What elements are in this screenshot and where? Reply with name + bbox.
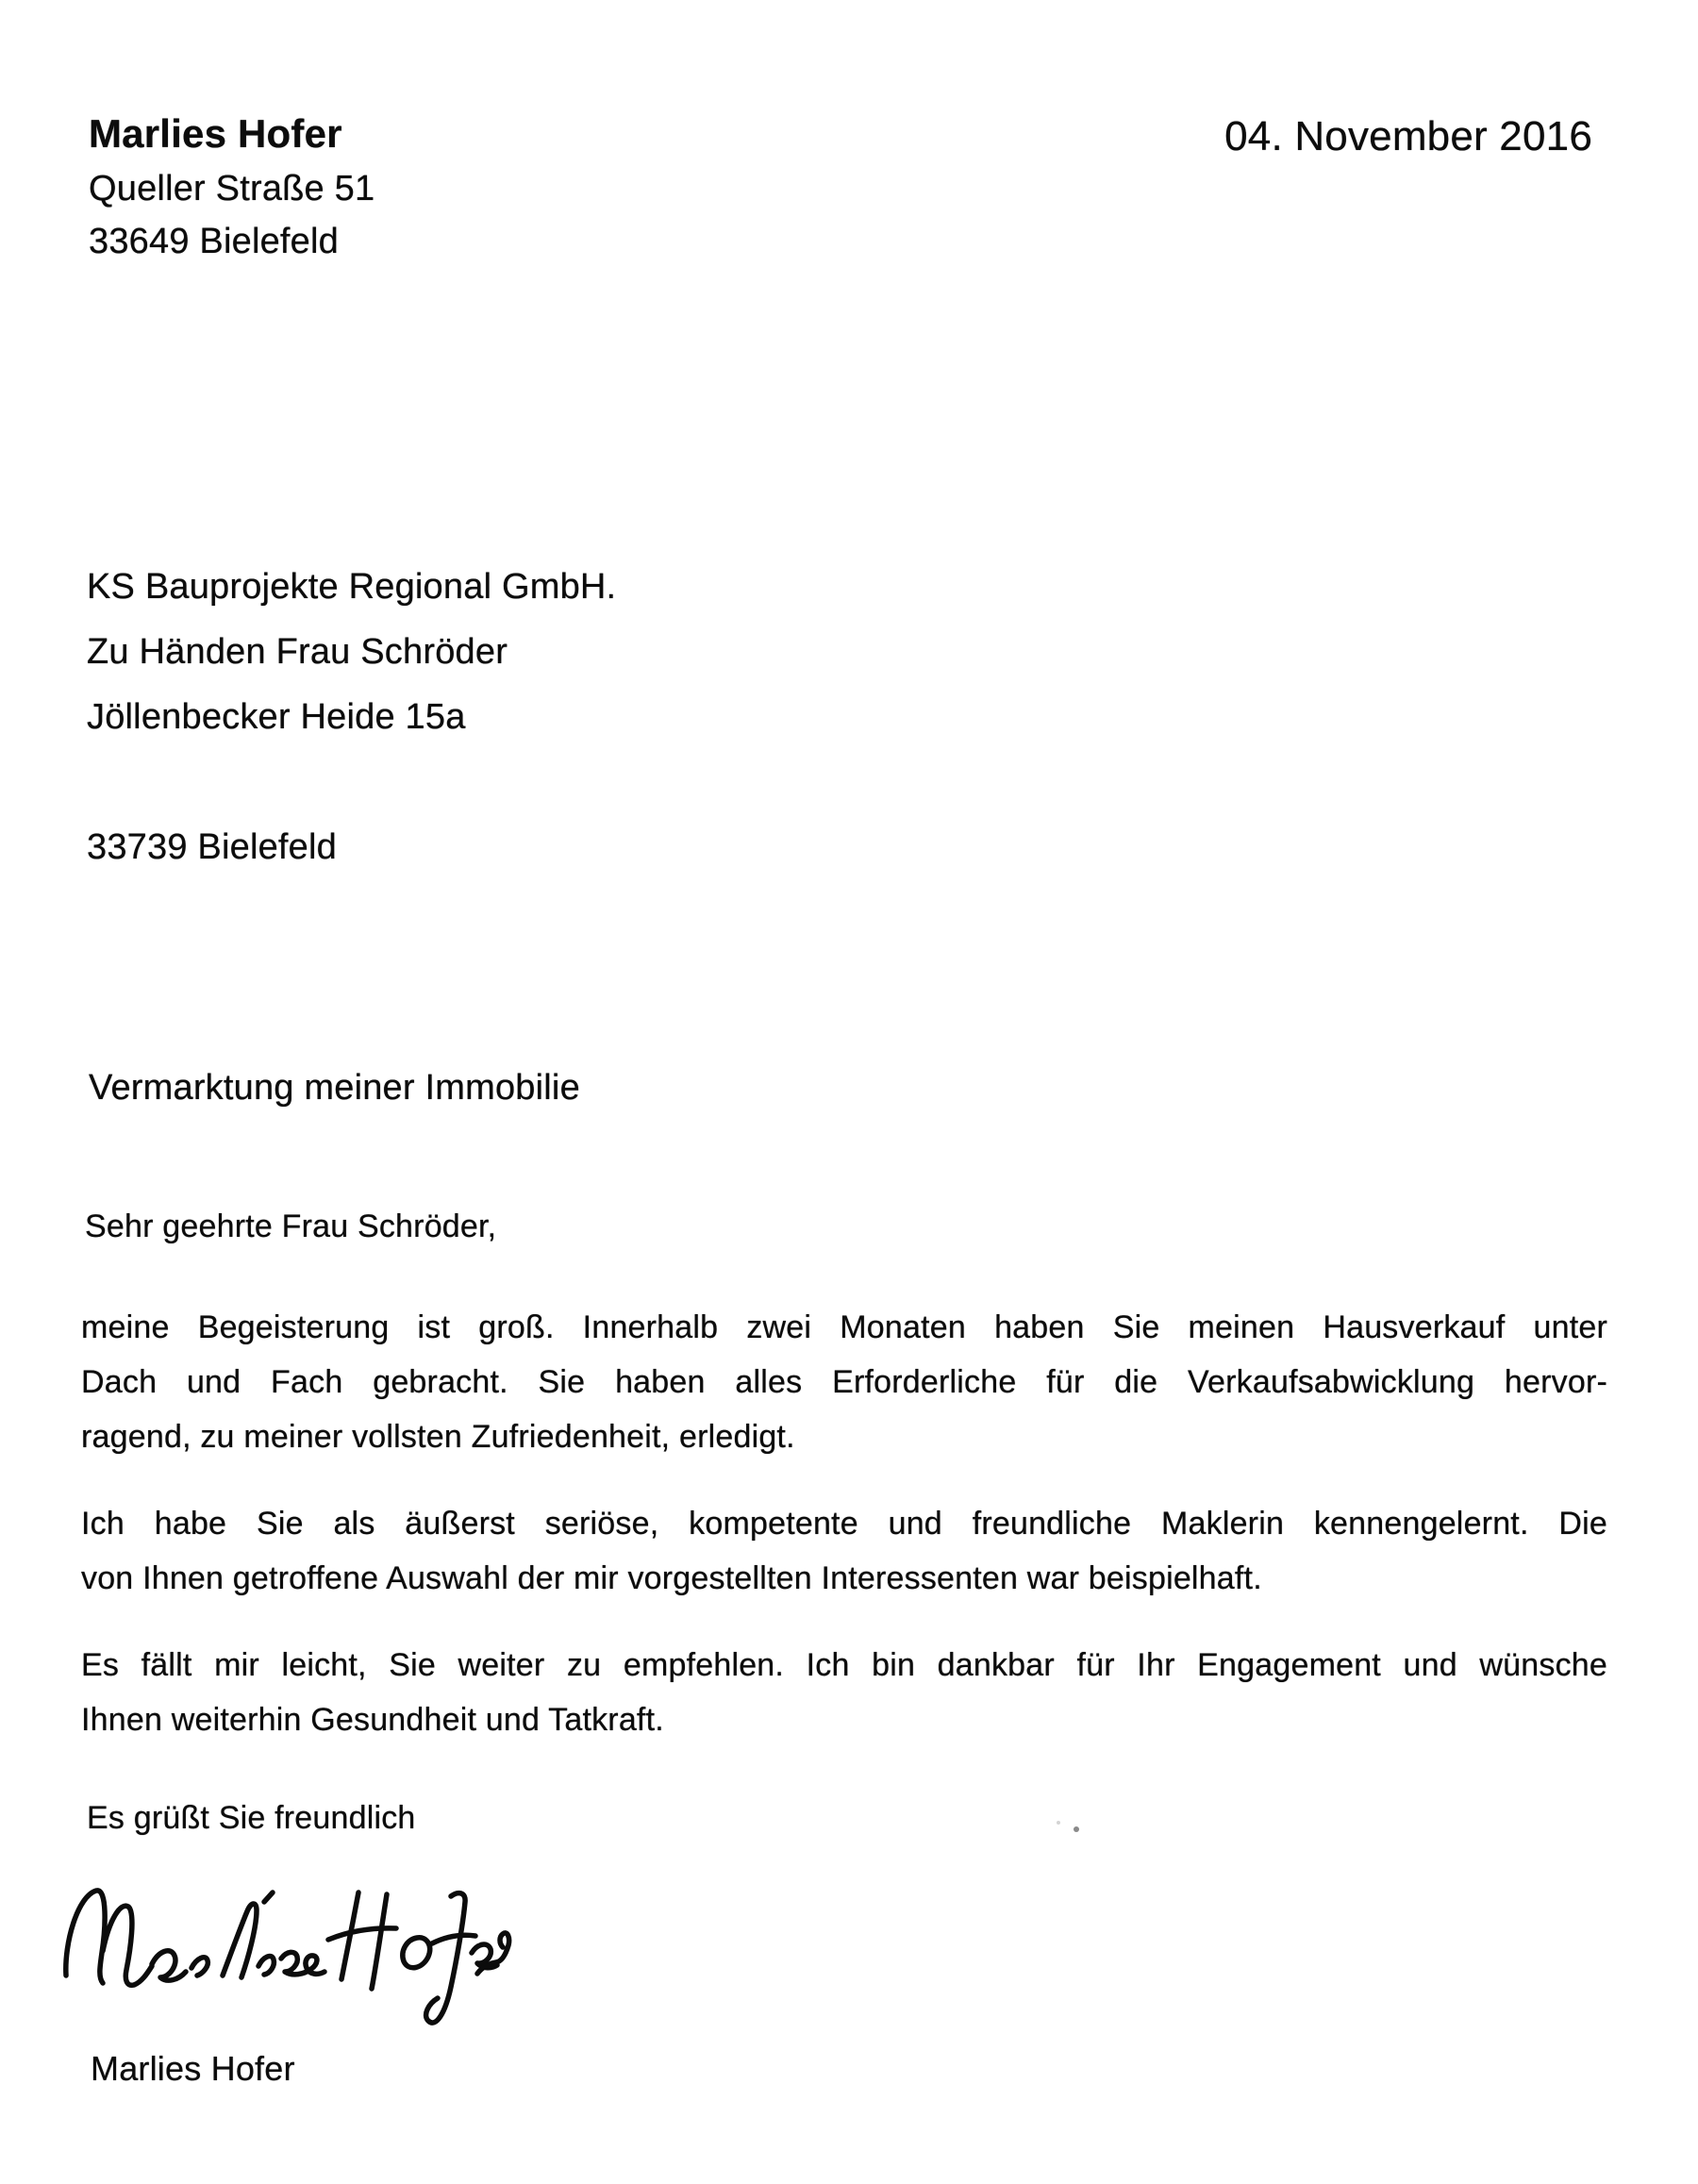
sender-name: Marlies Hofer: [89, 111, 342, 156]
sender-block: [89, 106, 375, 268]
scan-artifact-speck: [1074, 1826, 1079, 1832]
letter-date: 04. November 2016: [1224, 113, 1592, 159]
body-paragraph-2: [81, 1496, 1607, 1606]
sender-street: Queller Straße 51: [89, 169, 375, 208]
paragraph-line: Ich habe Sie als äußerst seriöse, kompetente und freundliche Maklerin kennengelernt. Die: [81, 1506, 1607, 1542]
recipient-block: [87, 555, 616, 880]
body-paragraph-1: [81, 1300, 1607, 1464]
paragraph-line: meine Begeisterung ist groß. Innerhalb zwei Monaten haben Sie meinen Hausverkauf unter: [81, 1309, 1607, 1345]
salutation: Sehr geehrte Frau Schröder,: [85, 1209, 497, 1244]
paragraph-line: Dach und Fach gebracht. Sie haben alles Erforderliche für die Verkaufsabwicklung hervor-: [81, 1364, 1607, 1400]
closing-line: Es grüßt Sie freundlich: [87, 1800, 416, 1836]
paragraph-line: Ihnen weiterhin Gesundheit und Tatkraft.: [81, 1702, 664, 1738]
sender-city: 33649 Bielefeld: [89, 222, 339, 261]
paragraph-line: von Ihnen getroffene Auswahl der mir vorgestellten Interessenten war beispielhaft.: [81, 1560, 1262, 1596]
handwritten-signature: [57, 1883, 513, 2043]
recipient-company: KS Bauprojekte Regional GmbH.: [87, 567, 617, 607]
signature-svg: [57, 1883, 513, 2043]
paragraph-line: ragend, zu meiner vollsten Zufriedenheit, erledigt.: [81, 1419, 795, 1455]
scan-artifact-speck: [1057, 1821, 1060, 1825]
signer-typed-name: Marlies Hofer: [91, 2049, 295, 2088]
recipient-attention: Zu Händen Frau Schröder: [87, 632, 508, 672]
recipient-city: 33739 Bielefeld: [87, 827, 337, 867]
paragraph-line: Es fällt mir leicht, Sie weiter zu empfehlen. Ich bin dankbar für Ihr Engagement und wünsche: [81, 1647, 1607, 1683]
subject-line: Vermarktung meiner Immobilie: [89, 1068, 580, 1108]
recipient-street: Jöllenbecker Heide 15a: [87, 697, 466, 737]
body-paragraph-3: [81, 1638, 1607, 1747]
